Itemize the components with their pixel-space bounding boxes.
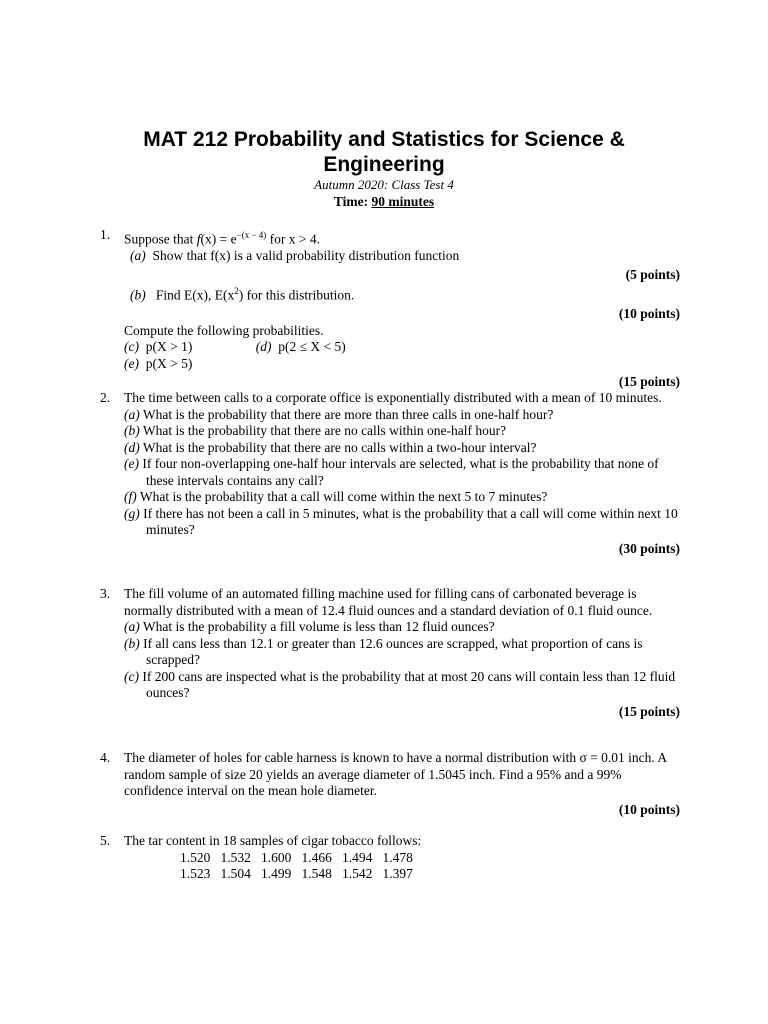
subquestion-e: (e) p(X > 5)	[124, 355, 193, 371]
question-number: 5.	[100, 833, 111, 848]
data-row-1: 1.520 1.532 1.600 1.466 1.494 1.478	[180, 849, 413, 865]
data-row-2: 1.523 1.504 1.499 1.548 1.542 1.397	[180, 866, 413, 881]
subquestion-a: (a) Show that f(x) is a valid probability distribution function	[130, 248, 460, 263]
question-number: 4.	[100, 750, 111, 765]
subquestion-b: (b) Find E(x), $E(x^2)$ for this distribution.	[130, 286, 355, 303]
points-label: (15 points)	[618, 374, 680, 389]
subquestions-c-d: (c) p(X > 1) (d) p(2 ≤ X < 5)	[124, 339, 346, 354]
points-label: (15 points)	[618, 703, 680, 719]
question-stem: Suppose that $f(x) = e^{-(x - 4)}$ for x > 4.	[124, 230, 321, 247]
subquestion-f: (f) What is the probability that a call will come within the next 5 to 7 minutes?	[124, 489, 548, 504]
question-stem: The time between calls to a corporate office is exponentially distributed with a mean of 10 minutes.	[124, 390, 662, 405]
page-title: MAT 212 Probability and Statistics for Science & Engineering	[143, 128, 625, 176]
subquestion-c: (c) If 200 cans are inspected what is the probability that at most 20 cans will contain less than 12 fluid ounces?	[124, 668, 676, 700]
subquestion-d: (d) What is the probability that there are no calls within a two-hour interval?	[124, 439, 537, 455]
time-value: 90 minutes	[371, 194, 435, 209]
question-number: 3.	[100, 586, 111, 601]
subquestion-g: (g) If there has not been a call in 5 minutes, what is the probability that a call will come within next 10 minutes?	[124, 505, 678, 537]
question-5	[100, 833, 680, 883]
points-label: (5 points)	[625, 266, 680, 282]
question-number: 2.	[100, 390, 111, 405]
subquestion-b: (b) If all cans less than 12.1 or greater than 12.6 ounces are scrapped, what proportion of cans is scrapped?	[124, 635, 643, 667]
compute-instruction: Compute the following probabilities.	[124, 322, 324, 338]
points-label: (10 points)	[618, 306, 680, 321]
question-2	[100, 390, 680, 557]
question-4	[100, 750, 680, 818]
exam-subtitle: Autumn 2020: Class Test 4	[314, 177, 454, 192]
subquestion-a: (a) What is the probability that there are more than three calls in one-half hour?	[124, 406, 554, 422]
subquestion-a: (a) What is the probability a fill volume is less than 12 fluid ounces?	[124, 619, 495, 634]
question-stem: The tar content in 18 samples of cigar tobacco follows:	[124, 833, 422, 848]
question-stem: The diameter of holes for cable harness is known to have a normal distribution with σ = 0.01 inch. A random sample of size 20 yields an average diameter of 1.5045 inch. Find a 95% and a 99% confidence interval on the mean hole diameter.	[124, 750, 667, 798]
question-1	[100, 227, 680, 391]
question-3	[100, 586, 680, 720]
question-number: 1.	[100, 227, 111, 242]
time-allowed	[0, 194, 768, 210]
time-label: Time:	[333, 194, 369, 209]
question-stem: The fill volume of an automated filling machine used for filling cans of carbonated beverage is normally distributed with a mean of 12.4 fluid ounces and a standard deviation of 0.1 fluid ounce.	[124, 586, 653, 618]
subquestion-b: (b) What is the probability that there are no calls within one-half hour?	[124, 423, 507, 438]
points-label: (30 points)	[618, 540, 680, 556]
points-label: (10 points)	[618, 801, 680, 817]
subquestion-e: (e) If four non-overlapping one-half hour intervals are selected, what is the probability that none of these intervals contains any call?	[124, 456, 659, 488]
